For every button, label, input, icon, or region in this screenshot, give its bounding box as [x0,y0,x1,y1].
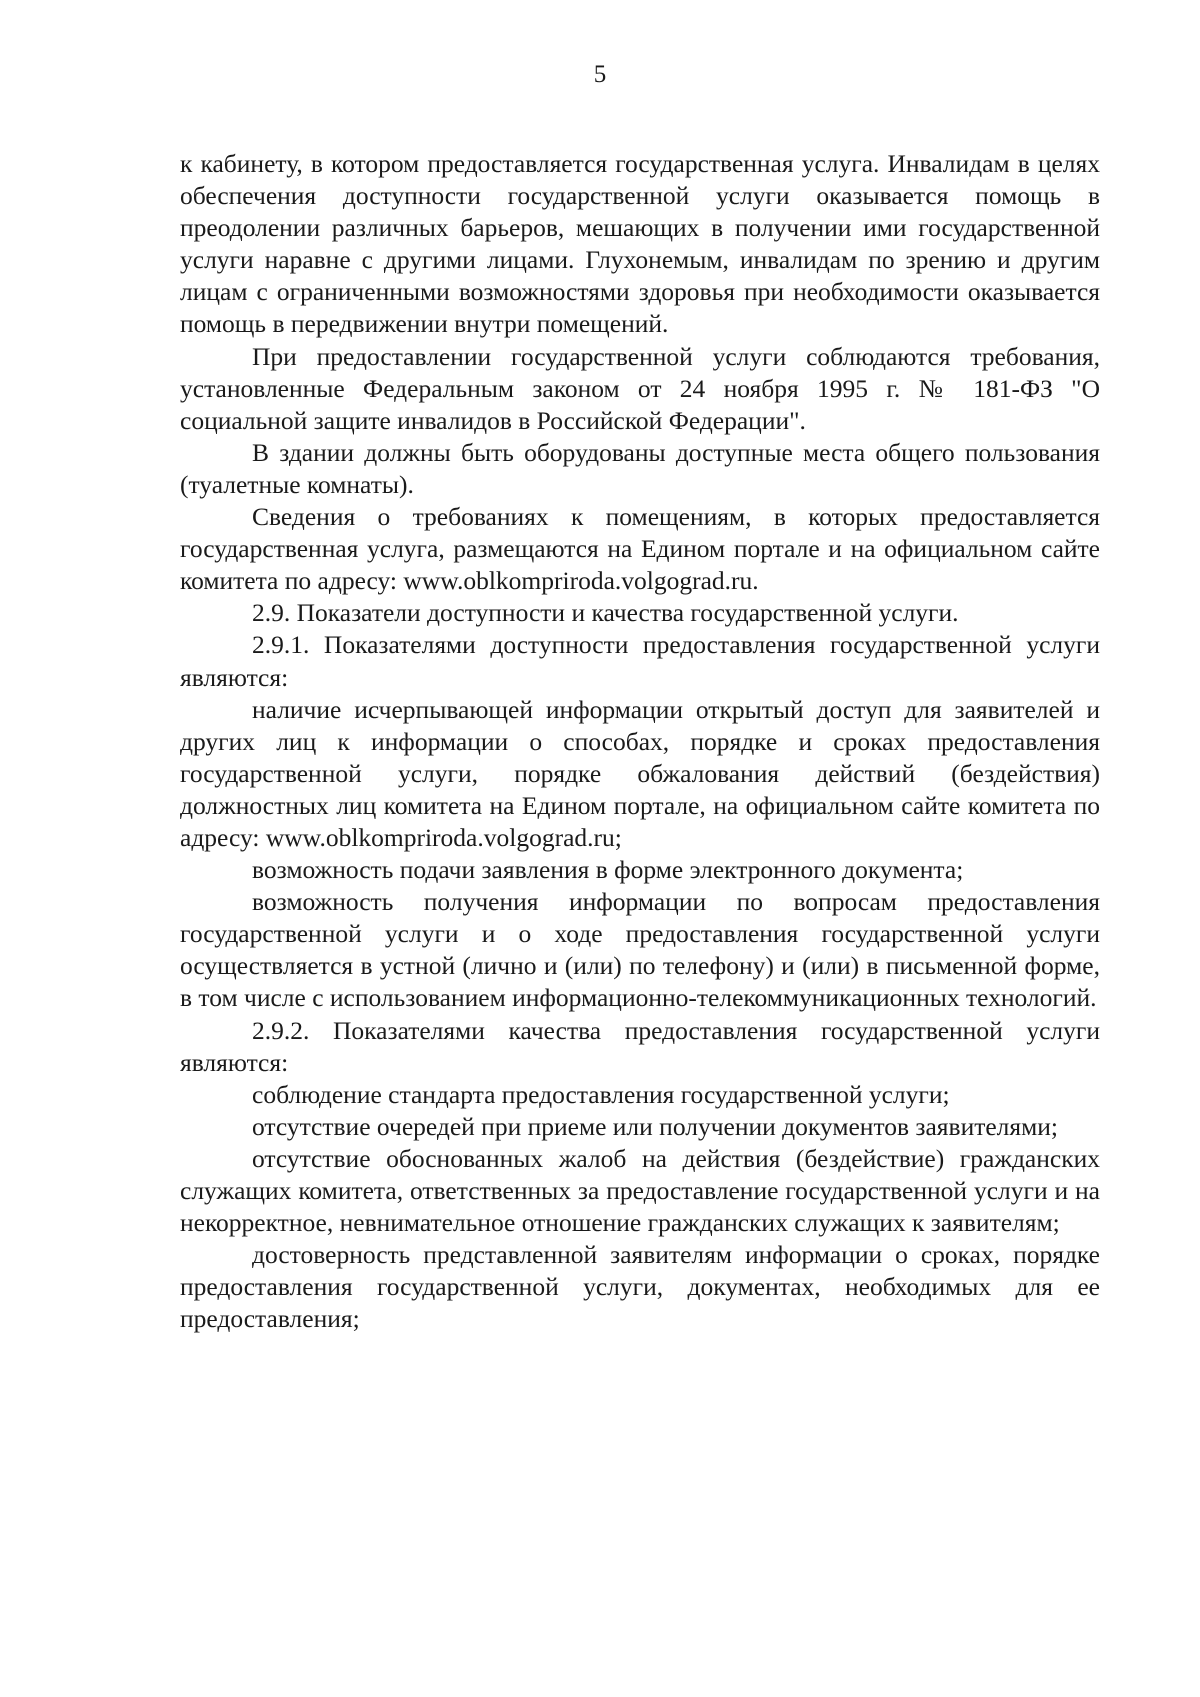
paragraph-federal-law-requirements: При предоставлении государственной услуги соблюдаются требования, установленные Федеральным законом от 24 ноября 1995 г. № 181-ФЗ "О социальной защите инвалидов в Российской Федерации". [180,341,1100,435]
page-number: 5 [593,61,607,88]
paragraph-accessibility-assistance: к кабинету, в котором предоставляется государственная услуга. Инвалидам в целях обеспечения доступности государственной услуги оказывается помощь в преодолении различных барьеров, мешающих в получении ими государственной услуги наравне с другими лицами. Глухонемым, инвалидам по зрению и другим лицам с ограниченными возможностями здоровья при необходимости оказывается помощь в передвижении внутри помещений. [180,149,1100,339]
list-item-no-queues: отсутствие очередей при приеме или получении документов заявителями; [252,1111,1059,1141]
list-item-electronic-application: возможность подачи заявления в форме электронного документа; [252,855,964,885]
list-item-information-channels: возможность получения информации по вопросам предоставления государственной услуги и о ходе предоставления государственной услуги осуществляется в устной (лично и (или) по телефону) и (или) в письменной форме, в том числе с использованием информационно-телекоммуникационных технологий. [180,887,1100,1013]
list-item-information-reliability: достоверность представленной заявителям информации о сроках, порядке предоставления государственной услуги, документах, необходимых для ее предоставления; [180,1240,1100,1334]
list-item-information-access: наличие исчерпывающей информации открытый доступ для заявителей и других лиц к информации о способах, порядке и сроках предоставления государственной услуги, порядке обжалования действий (бездействия) должностных лиц комитета на Едином портале, на официальном сайте комитета по адресу: www.oblkompriroda.volgograd.ru; [180,694,1100,852]
document-body [180,148,1100,1335]
section-heading-2-9: 2.9. Показатели доступности и качества государственной услуги. [252,598,959,628]
paragraph-public-restrooms: В здании должны быть оборудованы доступные места общего пользования (туалетные комнаты). [180,437,1100,499]
paragraph-premises-information: Сведения о требованиях к помещениям, в которых предоставляется государственная услуга, размещаются на Едином портале и на официальном сайте комитета по адресу: www.oblkompriroda.volgograd.ru. [180,502,1100,596]
section-heading-2-9-1: 2.9.1. Показателями доступности предоставления государственной услуги являются: [180,630,1100,692]
section-heading-2-9-2: 2.9.2. Показателями качества предоставления государственной услуги являются: [180,1015,1100,1077]
list-item-standard-compliance: соблюдение стандарта предоставления государственной услуги; [252,1079,950,1109]
list-item-no-complaints: отсутствие обоснованных жалоб на действия (бездействие) гражданских служащих комитета, ответственных за предоставление государственной услуги и на некорректное, невнимательное отношение гражданских служащих к заявителям; [180,1143,1100,1238]
